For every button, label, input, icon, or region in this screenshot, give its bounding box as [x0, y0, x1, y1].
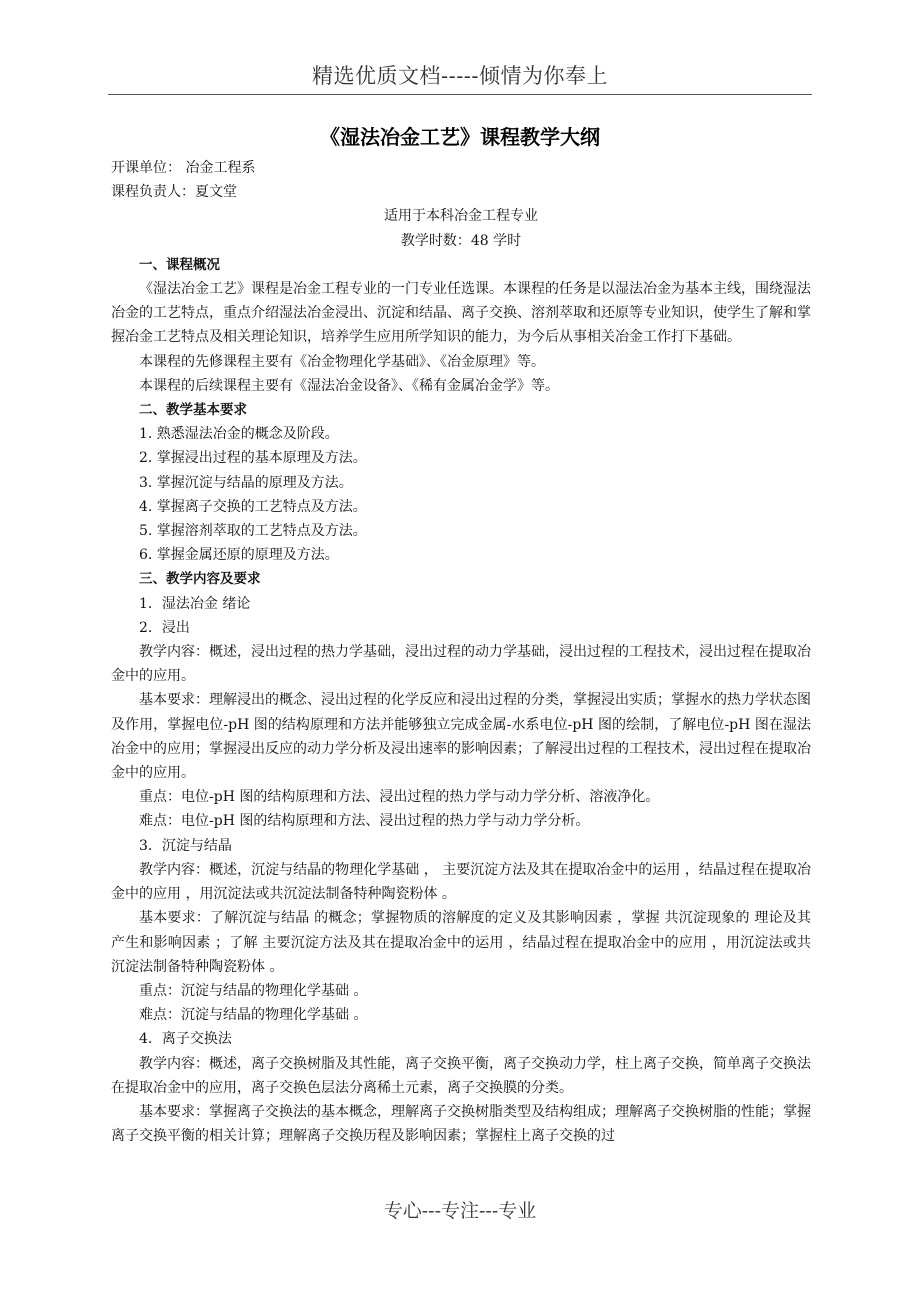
chapter-title: 1．湿法冶金 绪论 — [139, 595, 251, 612]
chapter-key-points: 重点：电位-pH 图的结构原理和方法、浸出过程的热力学与动力学分析、溶液净化。 — [139, 789, 660, 806]
course-lead: 课程负责人：夏文堂 — [111, 184, 237, 201]
requirement-item: 4. 掌握离子交换的工艺特点及方法。 — [139, 498, 367, 515]
section-heading-requirements: 二、教学基本要求 — [139, 402, 247, 419]
chapter-content: 教学内容：概述，浸出过程的热力学基础，浸出过程的动力学基础，浸出过程的工程技术，浸出过程在提取冶金中的应用。 — [111, 644, 811, 685]
teaching-hours: 教学时数：48 学时 — [400, 232, 522, 249]
requirement-item: 6. 掌握金属还原的原理及方法。 — [139, 547, 339, 564]
chapter-title: 4．离子交换法 — [139, 1031, 232, 1048]
prerequisite-paragraph: 本课程的先修课程主要有《冶金物理化学基础》、《冶金原理》等。 — [139, 353, 545, 370]
section-heading-overview: 一、课程概况 — [139, 256, 220, 273]
chapter-requirements: 基本要求：掌握离子交换法的基本概念，理解离子交换树脂类型及结构组成；理解离子交换树脂的性能；掌握离子交换平衡的相关计算；理解离子交换历程及影响因素；掌握柱上离子交换的过 — [111, 1103, 811, 1145]
applicable-major: 适用于本科冶金工程专业 — [384, 208, 538, 225]
document-title: 《湿法冶金工艺》课程教学大纲 — [320, 125, 600, 149]
chapter-title: 2．浸出 — [139, 619, 190, 636]
chapter-content: 教学内容：概述，沉淀与结晶的物理化学基础 ， 主要沉淀方法及其在提取冶金中的运用 ，结晶过程在提取冶金中的应用 ，用沉淀法或共沉淀法制备特种陶瓷粉体 。 — [111, 861, 811, 903]
document-body — [111, 156, 811, 1148]
chapter-requirements: 基本要求：了解沉淀与结晶 的概念；掌握物质的溶解度的定义及其影响因素 ，掌握 共沉淀现象的 理论及其产生和影响因素 ；了解 主要沉淀方法及其在提取冶金中的运用 ，结晶过程在提取冶金中的应用 ，用沉淀法或共沉淀法制备特种陶瓷粉体 。 — [111, 910, 811, 975]
chapter-key-points: 重点：沉淀与结晶的物理化学基础 。 — [139, 982, 368, 999]
chapter-content: 教学内容：概述，离子交换树脂及其性能，离子交换平衡，离子交换动力学，柱上离子交换，简单离子交换法在提取冶金中的应用，离子交换色层法分离稀土元素，离子交换膜的分类。 — [111, 1055, 811, 1096]
section-heading-content: 三、教学内容及要求 — [139, 571, 261, 588]
page-header: 精选优质文档-----倾情为你奉上 — [312, 64, 608, 88]
page-footer: 专心---专注---专业 — [383, 1200, 537, 1222]
chapter-requirements: 基本要求：理解浸出的概念、浸出过程的化学反应和浸出过程的分类，掌握浸出实质；掌握水的热力学状态图及作用，掌握电位-pH 图的结构原理和方法并能够独立完成金属-水系电位-pH 图的绘制，了解电位-pH 图在湿法冶金中的应用；掌握浸出反应的动力学分析及浸出速率的影响因素；了解浸出过程的工程技术，浸出过程在提取冶金中的应用。 — [111, 692, 811, 782]
chapter-difficulties: 难点：沉淀与结晶的物理化学基础 。 — [139, 1007, 368, 1024]
requirement-item: 5. 掌握溶剂萃取的工艺特点及方法。 — [139, 523, 367, 540]
requirement-item: 1. 熟悉湿法冶金的概念及阶段。 — [139, 426, 339, 443]
chapter-title: 3．沉淀与结晶 — [139, 837, 232, 854]
requirement-item: 2. 掌握浸出过程的基本原理及方法。 — [139, 450, 367, 467]
course-unit: 开课单位： 冶金工程系 — [111, 160, 256, 176]
chapter-difficulties: 难点：电位-pH 图的结构原理和方法、浸出过程的热力学与动力学分析。 — [139, 813, 590, 830]
followup-paragraph: 本课程的后续课程主要有《湿法冶金设备》、《稀有金属冶金学》等。 — [139, 377, 559, 394]
requirement-item: 3. 掌握沉淀与结晶的原理及方法。 — [139, 474, 353, 491]
header-divider — [108, 94, 812, 95]
overview-paragraph: 《湿法冶金工艺》课程是冶金工程专业的一门专业任选课。本课程的任务是以湿法冶金为基本主线，围绕湿法冶金的工艺特点，重点介绍湿法冶金浸出、沉淀和结晶、离子交换、溶剂萃取和还原等专业知识，使学生了解和掌握冶金工艺特点及相关理论知识，培养学生应用所学知识的能力，为今后从事相关冶金工作打下基础。 — [111, 281, 811, 346]
